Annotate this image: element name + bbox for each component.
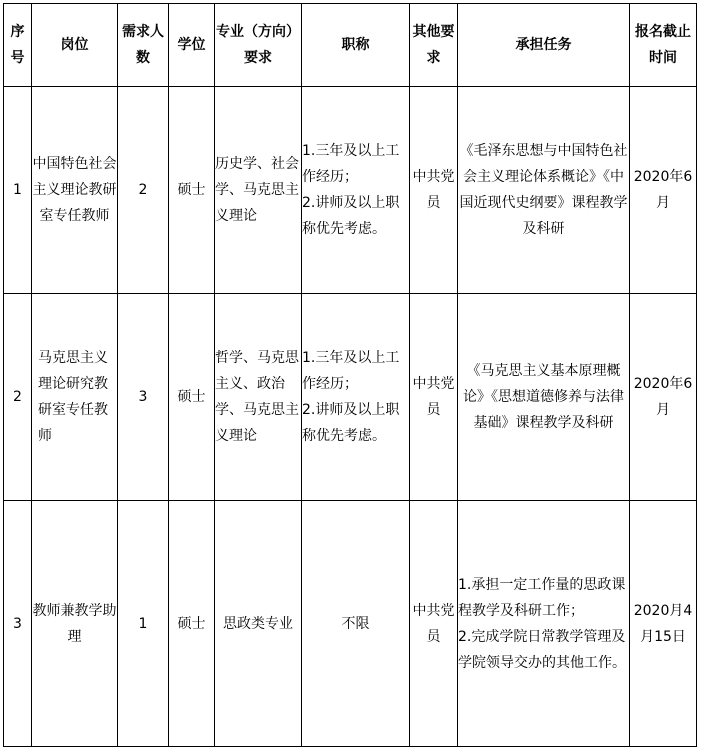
header-deadline: 报名截止时间 bbox=[630, 4, 697, 87]
cell-task bbox=[458, 501, 630, 747]
title-line: 2.讲师及以上职称优先考虑。 bbox=[302, 195, 400, 237]
cell-other: 中共党员 bbox=[410, 294, 458, 501]
header-other: 其他要求 bbox=[410, 4, 458, 87]
header-major: 专业（方向）要求 bbox=[215, 4, 302, 87]
cell-seq: 2 bbox=[4, 294, 32, 501]
cell-title bbox=[302, 87, 410, 294]
cell-other: 中共党员 bbox=[410, 87, 458, 294]
task-line: 1.承担一定工作量的思政课程教学及科研工作； bbox=[458, 576, 626, 619]
header-row bbox=[4, 4, 697, 87]
header-title: 职称 bbox=[302, 4, 410, 87]
cell-position: 马克思主义理论研究教研室专任教师 bbox=[32, 294, 118, 501]
cell-task: 《马克思主义基本原理概论》《思想道德修养与法律基础》课程教学及科研 bbox=[458, 294, 630, 501]
header-position: 岗位 bbox=[32, 4, 118, 87]
table-row bbox=[4, 294, 697, 501]
cell-major: 思政类专业 bbox=[215, 501, 302, 747]
cell-position: 中国特色社会主义理论教研室专任教师 bbox=[32, 87, 118, 294]
cell-deadline: 2020月4月15日 bbox=[630, 501, 697, 747]
cell-other: 中共党员 bbox=[410, 501, 458, 747]
cell-seq: 3 bbox=[4, 501, 32, 747]
cell-title: 不限 bbox=[302, 501, 410, 747]
cell-task: 《毛泽东思想与中国特色社会主义理论体系概论》《中国近现代史纲要》课程教学及科研 bbox=[458, 87, 630, 294]
header-task: 承担任务 bbox=[458, 4, 630, 87]
title-line: 1.三年及以上工作经历； bbox=[302, 143, 400, 185]
cell-degree: 硕士 bbox=[169, 294, 215, 501]
title-line: 1.三年及以上工作经历； bbox=[302, 350, 400, 392]
cell-count: 1 bbox=[118, 501, 169, 747]
cell-deadline: 2020年6月 bbox=[630, 294, 697, 501]
cell-title bbox=[302, 294, 410, 501]
cell-count: 3 bbox=[118, 294, 169, 501]
header-seq: 序号 bbox=[4, 4, 32, 87]
cell-deadline: 2020年6月 bbox=[630, 87, 697, 294]
cell-count: 2 bbox=[118, 87, 169, 294]
header-degree: 学位 bbox=[169, 4, 215, 87]
cell-position: 教师兼教学助理 bbox=[32, 501, 118, 747]
recruitment-table bbox=[3, 3, 697, 747]
cell-major: 哲学、马克思主义、政治学、马克思主义理论 bbox=[215, 294, 302, 501]
cell-seq: 1 bbox=[4, 87, 32, 294]
table-row bbox=[4, 501, 697, 747]
title-line: 2.讲师及以上职称优先考虑。 bbox=[302, 402, 400, 444]
cell-degree: 硕士 bbox=[169, 87, 215, 294]
cell-degree: 硕士 bbox=[169, 501, 215, 747]
cell-major: 历史学、社会学、马克思主义理论 bbox=[215, 87, 302, 294]
task-line: 2.完成学院日常教学管理及学院领导交办的其他工作。 bbox=[458, 628, 626, 671]
header-count: 需求人数 bbox=[118, 4, 169, 87]
table-row bbox=[4, 87, 697, 294]
